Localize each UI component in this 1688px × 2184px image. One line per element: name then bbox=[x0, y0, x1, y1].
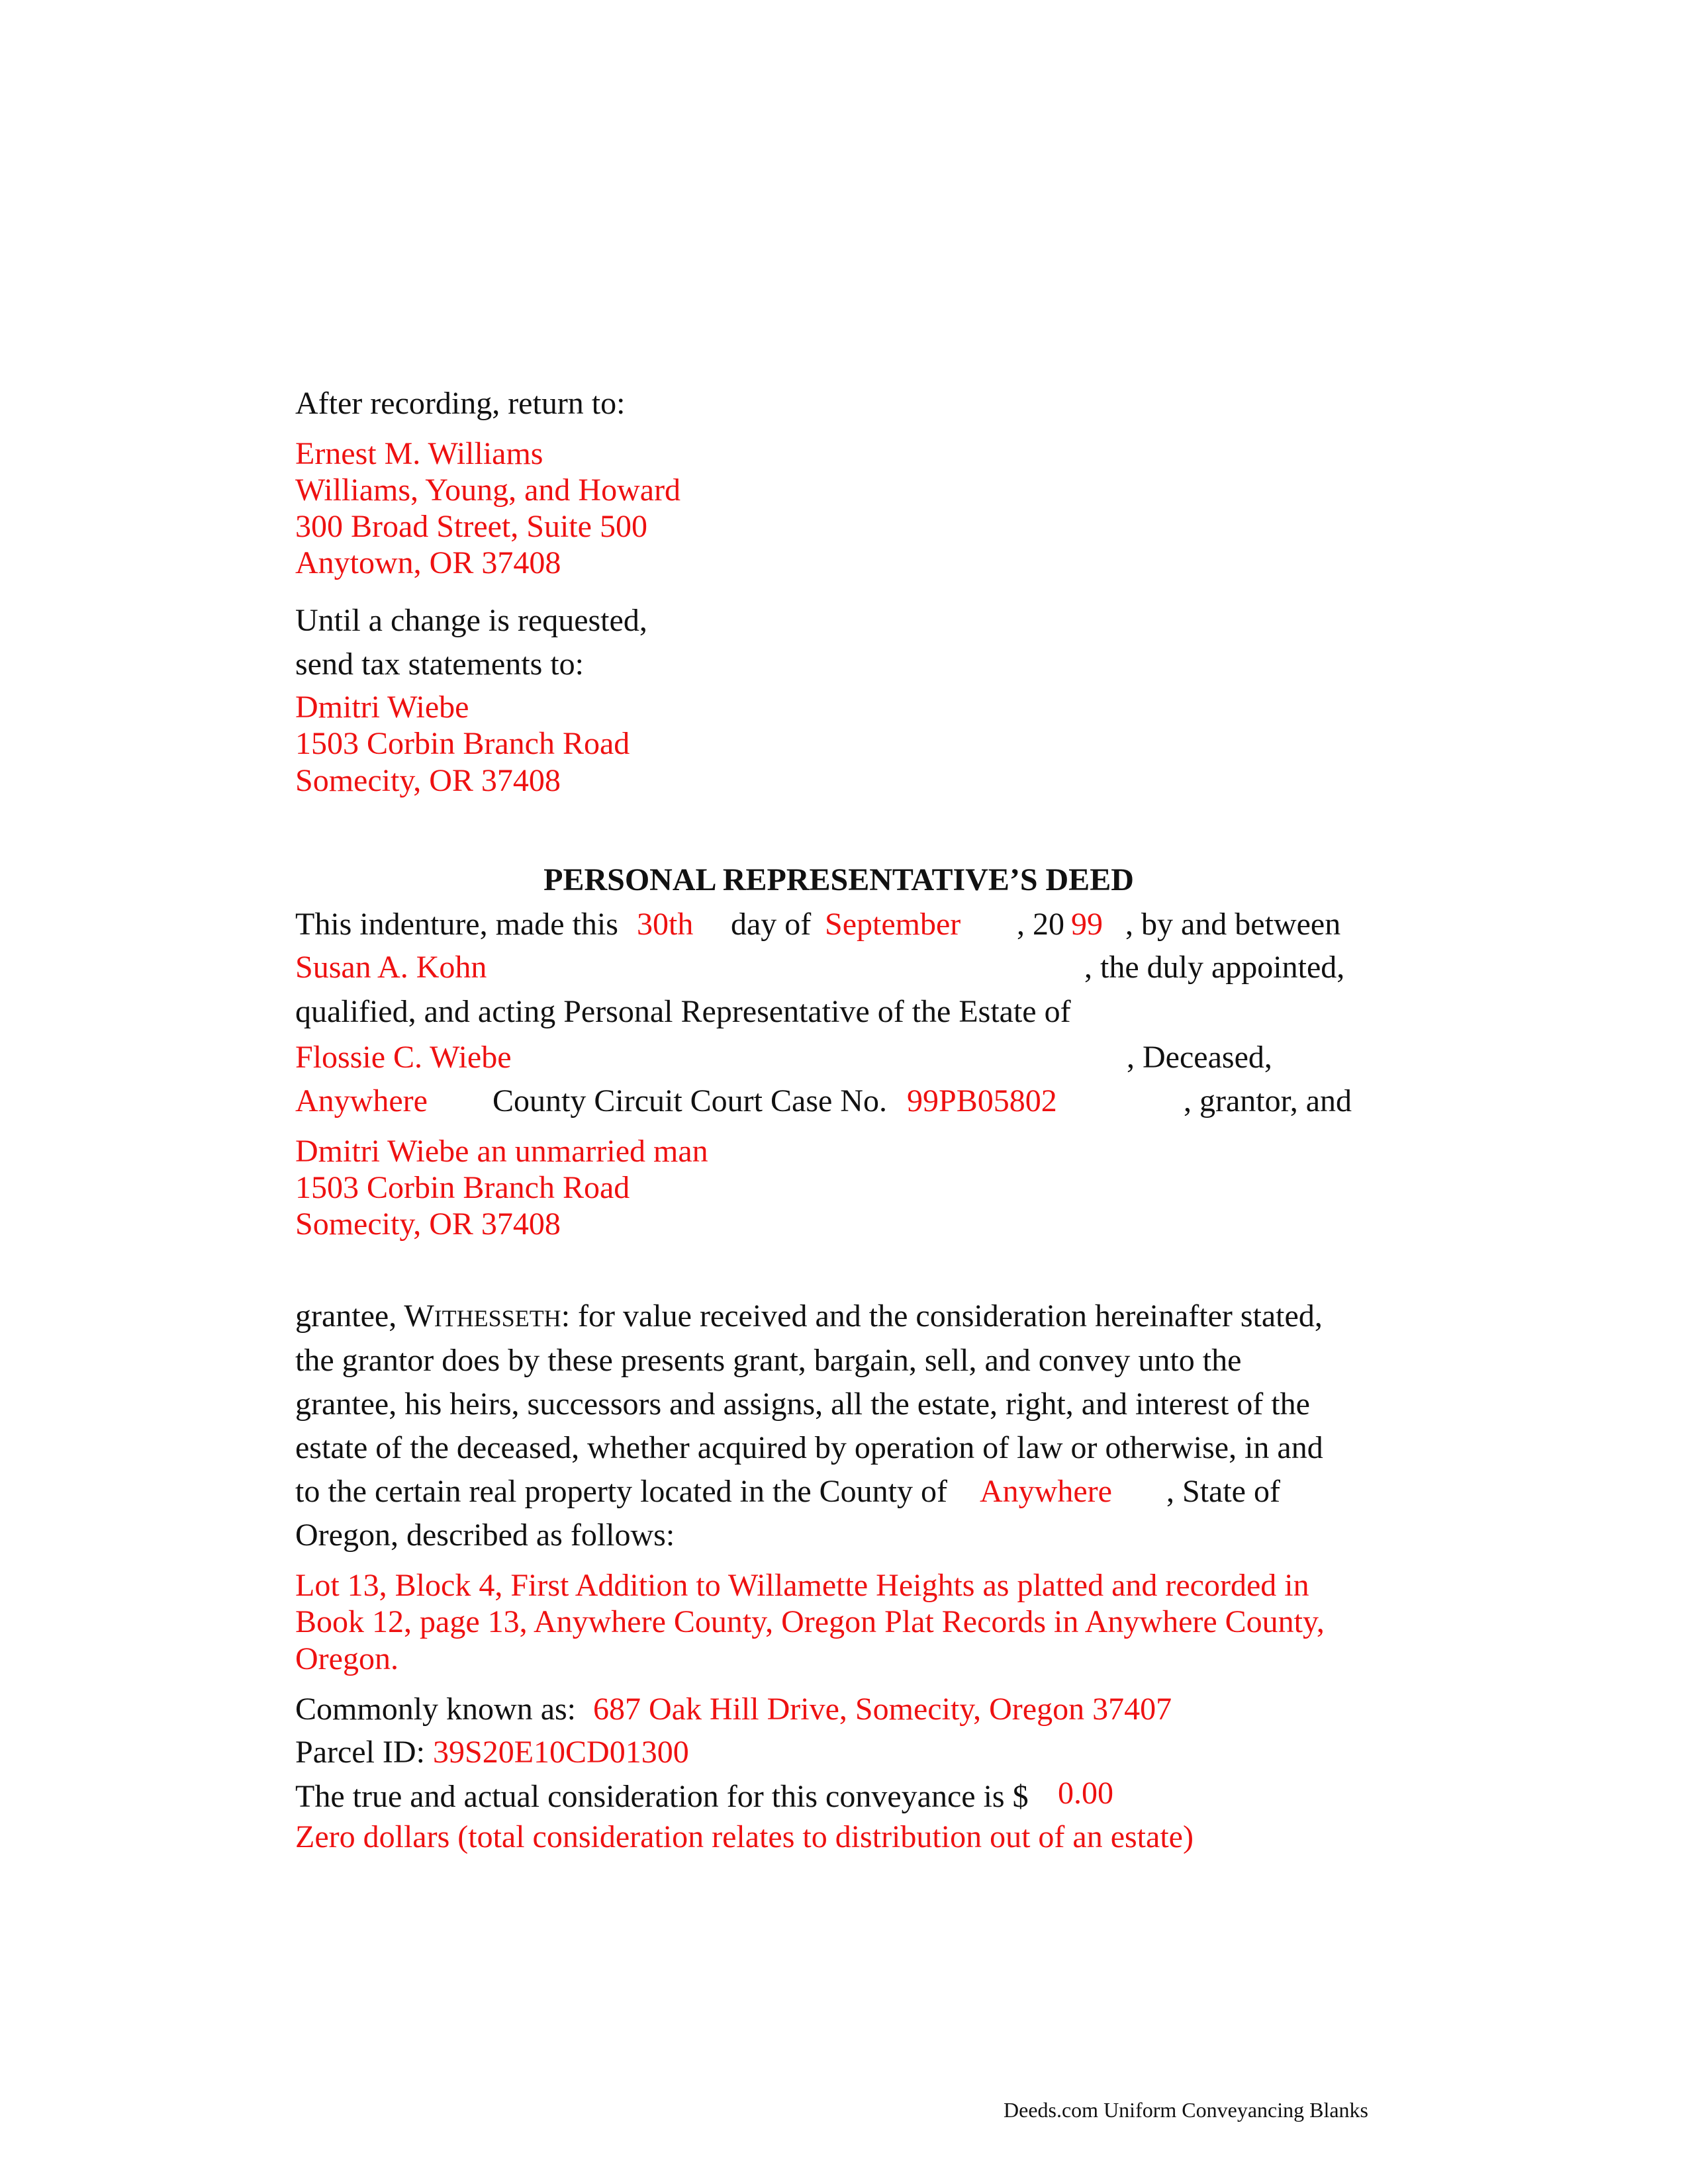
by-and-between: , by and between bbox=[1125, 907, 1341, 942]
legal-description-line-3: Oregon. bbox=[295, 1641, 399, 1676]
year-prefix: , 20 bbox=[1017, 907, 1064, 942]
return-firm: Williams, Young, and Howard bbox=[295, 473, 681, 508]
parcel-value: 39S20E10CD01300 bbox=[433, 1735, 689, 1770]
return-heading: After recording, return to: bbox=[295, 386, 626, 421]
return-street: 300 Broad Street, Suite 500 bbox=[295, 509, 647, 544]
body-line-2: the grantor does by these presents grant, bargain, sell, and convey unto the bbox=[295, 1343, 1242, 1378]
consideration-label: The true and actual consideration for this conveyance is $ bbox=[295, 1779, 1029, 1814]
court-county: Anywhere bbox=[295, 1083, 428, 1118]
year-value: 99 bbox=[1071, 907, 1103, 942]
tax-name: Dmitri Wiebe bbox=[295, 690, 469, 725]
grantee-city: Somecity, OR 37408 bbox=[295, 1206, 561, 1242]
return-name: Ernest M. Williams bbox=[295, 436, 543, 471]
body-line-6: Oregon, described as follows: bbox=[295, 1518, 675, 1553]
grantee-street: 1503 Corbin Branch Road bbox=[295, 1170, 630, 1205]
day-value: 30th bbox=[637, 907, 694, 942]
body-line-4: estate of the deceased, whether acquired by operation of law or otherwise, in and bbox=[295, 1430, 1323, 1465]
tax-heading-line2: send tax statements to: bbox=[295, 647, 584, 682]
grantee-name: Dmitri Wiebe an unmarried man bbox=[295, 1134, 708, 1169]
consideration-value: 0.00 bbox=[1058, 1776, 1113, 1811]
body-line-3: grantee, his heirs, successors and assigns, all the estate, right, and interest of the bbox=[295, 1387, 1310, 1422]
grantor-and: , grantor, and bbox=[1184, 1083, 1352, 1118]
decedent-name: Flossie C. Wiebe bbox=[295, 1040, 512, 1075]
body-line-5-prefix: to the certain real property located in the County of bbox=[295, 1474, 947, 1509]
intro-prefix: This indenture, made this bbox=[295, 907, 618, 942]
commonly-known-value: 687 Oak Hill Drive, Somecity, Oregon 37407 bbox=[593, 1692, 1172, 1727]
deed-title: PERSONAL REPRESENTATIVE’S DEED bbox=[543, 862, 1134, 897]
consideration-note: Zero dollars (total consideration relates to distribution out of an estate) bbox=[295, 1819, 1194, 1854]
court-text: County Circuit Court Case No. bbox=[492, 1083, 887, 1118]
tax-city: Somecity, OR 37408 bbox=[295, 763, 561, 798]
commonly-known-label: Commonly known as: bbox=[295, 1692, 577, 1727]
month-value: September bbox=[825, 907, 961, 942]
case-number: 99PB05802 bbox=[907, 1083, 1057, 1118]
tax-heading-line1: Until a change is requested, bbox=[295, 603, 647, 638]
legal-description-line-2: Book 12, page 13, Anywhere County, Oregon Plat Records in Anywhere County, bbox=[295, 1604, 1325, 1639]
day-of-label: day of bbox=[731, 907, 812, 942]
duly-appointed: , the duly appointed, bbox=[1084, 950, 1345, 985]
representative-name: Susan A. Kohn bbox=[295, 950, 487, 985]
legal-description-line-1: Lot 13, Block 4, First Addition to Willamette Heights as platted and recorded in bbox=[295, 1568, 1309, 1603]
footer-text: Deeds.com Uniform Conveyancing Blanks bbox=[1004, 2098, 1368, 2122]
body-line-1: grantee, WITHESSETH: for value received and the consideration hereinafter stated, bbox=[295, 1298, 1323, 1334]
parcel-label: Parcel ID: bbox=[295, 1735, 425, 1770]
return-city: Anytown, OR 37408 bbox=[295, 545, 561, 580]
tax-street: 1503 Corbin Branch Road bbox=[295, 726, 630, 761]
state-of: , State of bbox=[1166, 1474, 1280, 1509]
qualified-line: qualified, and acting Personal Representative of the Estate of bbox=[295, 994, 1071, 1029]
property-county: Anywhere bbox=[980, 1474, 1112, 1509]
deceased-label: , Deceased, bbox=[1127, 1040, 1272, 1075]
